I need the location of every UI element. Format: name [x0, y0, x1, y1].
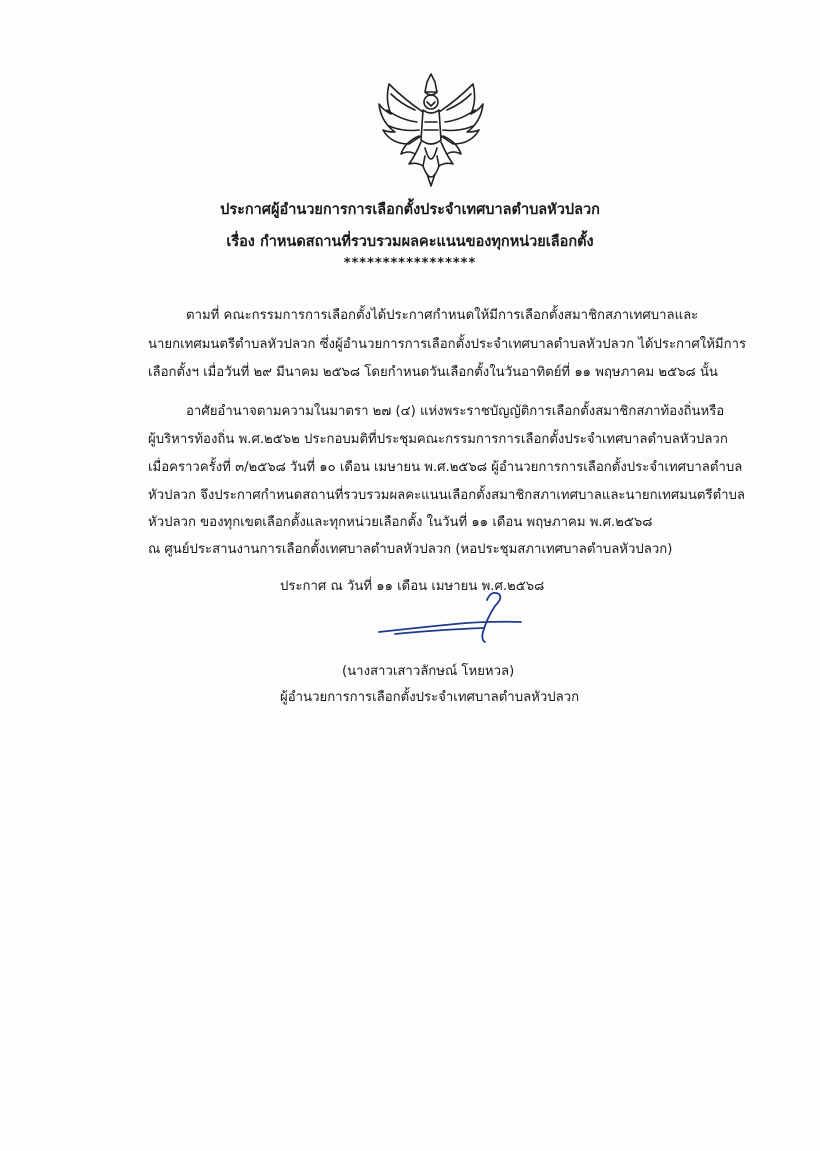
signatory-position: ผู้อำนวยการการเลือกตั้งประจำเทศบาลตำบลหัวปลวก — [280, 690, 580, 705]
paragraph2-line: หัวปลวก จึงประกาศกำหนดสถานที่รวบรวมผลคะแนนเลือกตั้งสมาชิกสภาเทศบาลและนายกเทศมนตรีตำบล — [148, 488, 745, 503]
paragraph1-line: เลือกตั้งฯ เมื่อวันที่ ๒๙ มีนาคม ๒๕๖๘ โดยกำหนดวันเลือกตั้งในวันอาทิตย์ที่ ๑๑ พฤษภาคม ๒๕๖๘ นั้น — [148, 365, 718, 380]
paragraph1-line: ตามที่ คณะกรรมการการเลือกตั้งได้ประกาศกำหนดให้มีการเลือกตั้งสมาชิกสภาเทศบาลและ — [186, 308, 699, 323]
paragraph2-line: หัวปลวก ของทุกเขตเลือกตั้งและทุกหน่วยเลือกตั้ง ในวันที่ ๑๑ เดือน พฤษภาคม พ.ศ.๒๕๖๘ — [148, 515, 653, 530]
paragraph2-line: อาศัยอำนาจตามความในมาตรา ๒๗ (๔) แห่งพระราชบัญญัติการเลือกตั้งสมาชิกสภาท้องถิ่นหรือ — [186, 404, 725, 419]
garuda-emblem-icon — [375, 70, 487, 190]
signatory-name: (นางสาวเสาวลักษณ์ โหยหวล) — [342, 664, 515, 679]
announcement-date: ประกาศ ณ วันที่ ๑๑ เดือน เมษายน พ.ศ.๒๕๖๘ — [280, 579, 545, 594]
title-separator: ***************** — [343, 256, 477, 271]
paragraph2-line: ณ ศูนย์ประสานงานการเลือกตั้งเทศบาลตำบลหัวปลวก (หอประชุมสภาเทศบาลตำบลหัวปลวก) — [148, 542, 673, 557]
paragraph2-line: เมื่อคราวครั้งที่ ๓/๒๕๖๘ วันที่ ๑๐ เดือน เมษายน พ.ศ.๒๕๖๘ ผู้อำนวยการการเลือกตั้งประจำเทศบาลตำบล — [148, 460, 743, 475]
handwritten-signature — [375, 588, 525, 648]
paragraph1-line: นายกเทศมนตรีตำบลหัวปลวก ซึ่งผู้อำนวยการการเลือกตั้งประจำเทศบาลตำบลหัวปลวก ได้ประกาศให้มีการ — [148, 337, 747, 352]
paragraph2-line: ผู้บริหารท้องถิ่น พ.ศ.๒๕๖๒ ประกอบมติที่ประชุมคณะกรรมการการเลือกตั้งประจำเทศบาลตำบลหัวปลวก — [148, 432, 728, 447]
document-title: ประกาศผู้อำนวยการการเลือกตั้งประจำเทศบาลตำบลหัวปลวก — [220, 202, 600, 218]
document-subject: เรื่อง กำหนดสถานที่รวบรวมผลคะแนนของทุกหน่วยเลือกตั้ง — [226, 234, 594, 250]
